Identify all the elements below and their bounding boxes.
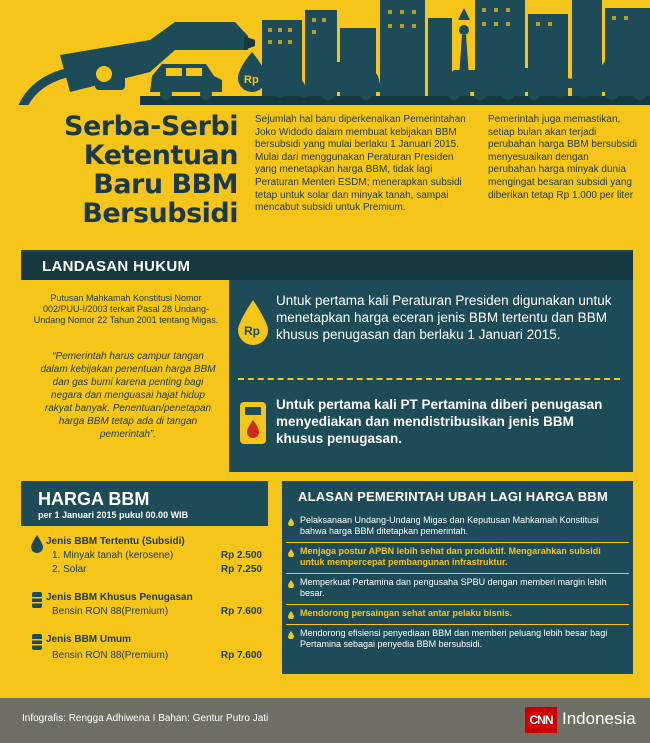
oil-drop-icon — [288, 611, 294, 619]
reason-text: Mendorong efisiensi penyediaan BBM dan memberi peluang lebih besar bagi Pertamina sebagai penyedia BBM bersubsidi. — [300, 628, 608, 649]
oil-drop-icon — [288, 518, 294, 526]
oil-drop-icon — [238, 52, 266, 92]
cnn-logo: CNN — [525, 707, 557, 733]
government-quote: “Pemerintah harus campur tangan dalam kebijakan penentuan harga BBM dan gas bumi karena penting bagi negara dan menguasai hajat hidup rakyat banyak. Penentuan/penetapan harga BBM tetap ada di tangan pemerintah”. — [40, 351, 216, 440]
reason-item — [286, 625, 629, 656]
price-item-name: 2. Solar — [52, 564, 87, 575]
landasan-point-1: Untuk pertama kali Peraturan Presiden digunakan untuk menetapkan harga eceran jenis BBM tertentu dan BBM khusus penugasan dan berlaku 1 Januari 2015. — [276, 293, 612, 342]
landasan-title: LANDASAN HUKUM — [42, 258, 191, 275]
oil-drop-icon — [288, 580, 294, 588]
price-item-value: Rp 7.600 — [220, 606, 262, 617]
reason-text: Menjaga postur APBN lebih sehat dan produktif. Mengarahkan subsidi untuk mempercepat pembangunan infrastruktur. — [300, 546, 601, 567]
reason-text: Mendorong persaingan sehat antar pelaku bisnis. — [300, 608, 513, 618]
intro-text-right: Pemerintah juga memastikan, setiap bulan akan terjadi perubahan harga BBM bersubsidi menyesuaikan dengan perubahan harga minyak dunia mengingat besaran subsidi yang diberikan tetap Rp 1.000 per liter — [488, 114, 637, 201]
reason-item — [286, 543, 629, 574]
reason-text: Memperkuat Pertamina dan pengusaha SPBU dengan memberi margin lebih besar. — [300, 577, 607, 598]
fuel-pump-icon — [238, 398, 270, 446]
price-item-name: Bensin RON 88(Premium) — [52, 650, 169, 661]
rp-drop-icon — [236, 298, 270, 346]
reason-item — [286, 605, 629, 625]
fuel-hose — [18, 72, 70, 105]
reason-text: Pelaksanaan Undang-Undang Migas dan Keputusan Mahkamah Konstitusi bahwa harga BBM ditetapkan pemerintah. — [300, 515, 599, 536]
header-illustration — [0, 0, 650, 105]
harga-title: HARGA BBM — [38, 489, 150, 509]
alasan-title: ALASAN PEMERINTAH UBAH LAGI HARGA BBM — [298, 489, 608, 504]
barrel-icon — [30, 590, 44, 610]
oil-drop-icon — [288, 549, 294, 557]
price-group-label: Jenis BBM Tertentu (Subsidi) — [46, 536, 185, 547]
intro-text-left: Sejumlah hal baru diperkenalkan Pemerintahan Joko Widodo dalam membuat kebijakan BBM bersubsidi yang mulai berlaku 1 Januari 2015. Mulai dari menggunakan Peraturan Presiden yang menetapkan harga BBM, tidak lagi Peraturan Menteri ESDM; menerapkan subsidi tetap untuk solar dan minyak tanah, sampai mencabut subsidi untuk Premium. — [255, 114, 466, 214]
barrel-icon — [30, 632, 44, 652]
brand-name: Indonesia — [562, 709, 636, 728]
court-decision-text: Putusan Mahkamah Konstitusi Nomor 002/PUU-I/2003 terkait Pasal 28 Undang-Undang Nomor 22 Tahun 2001 tentang Migas. — [33, 293, 219, 325]
footer-credit: Infografis: Rengga Adhiwena I Bahan: Gentur Putro Jati — [22, 713, 269, 724]
price-item-value: Rp 2.500 — [220, 550, 262, 561]
page-title: Serba-Serbi Ketentuan Baru BBM Bersubsidi — [64, 111, 238, 229]
price-group-label: Jenis BBM Khusus Penugasan — [46, 592, 193, 603]
svg-text:Rp: Rp — [244, 324, 260, 338]
oil-drop-icon — [288, 631, 294, 639]
reason-item — [286, 574, 629, 605]
price-item-value: Rp 7.250 — [220, 564, 262, 575]
alasan-list — [286, 512, 629, 656]
suv-icon — [150, 64, 222, 100]
landasan-point-2: Untuk pertama kali PT Pertamina diberi penugasan menyediakan dan mendistribusikan jenis BBM khusus penugasan. — [276, 397, 603, 446]
price-item-name: Bensin RON 88(Premium) — [52, 606, 169, 617]
price-item-value: Rp 7.600 — [220, 650, 262, 661]
price-item-name: 1. Minyak tanah (kerosene) — [52, 550, 174, 561]
price-group-label: Jenis BBM Umum — [46, 634, 132, 645]
reason-item — [286, 512, 629, 543]
dashed-divider — [238, 378, 620, 380]
oil-drop-icon — [30, 534, 44, 554]
rp-label: Rp — [244, 74, 259, 86]
harga-subtitle: per 1 Januari 2015 pukul 00.00 WIB — [38, 510, 189, 520]
